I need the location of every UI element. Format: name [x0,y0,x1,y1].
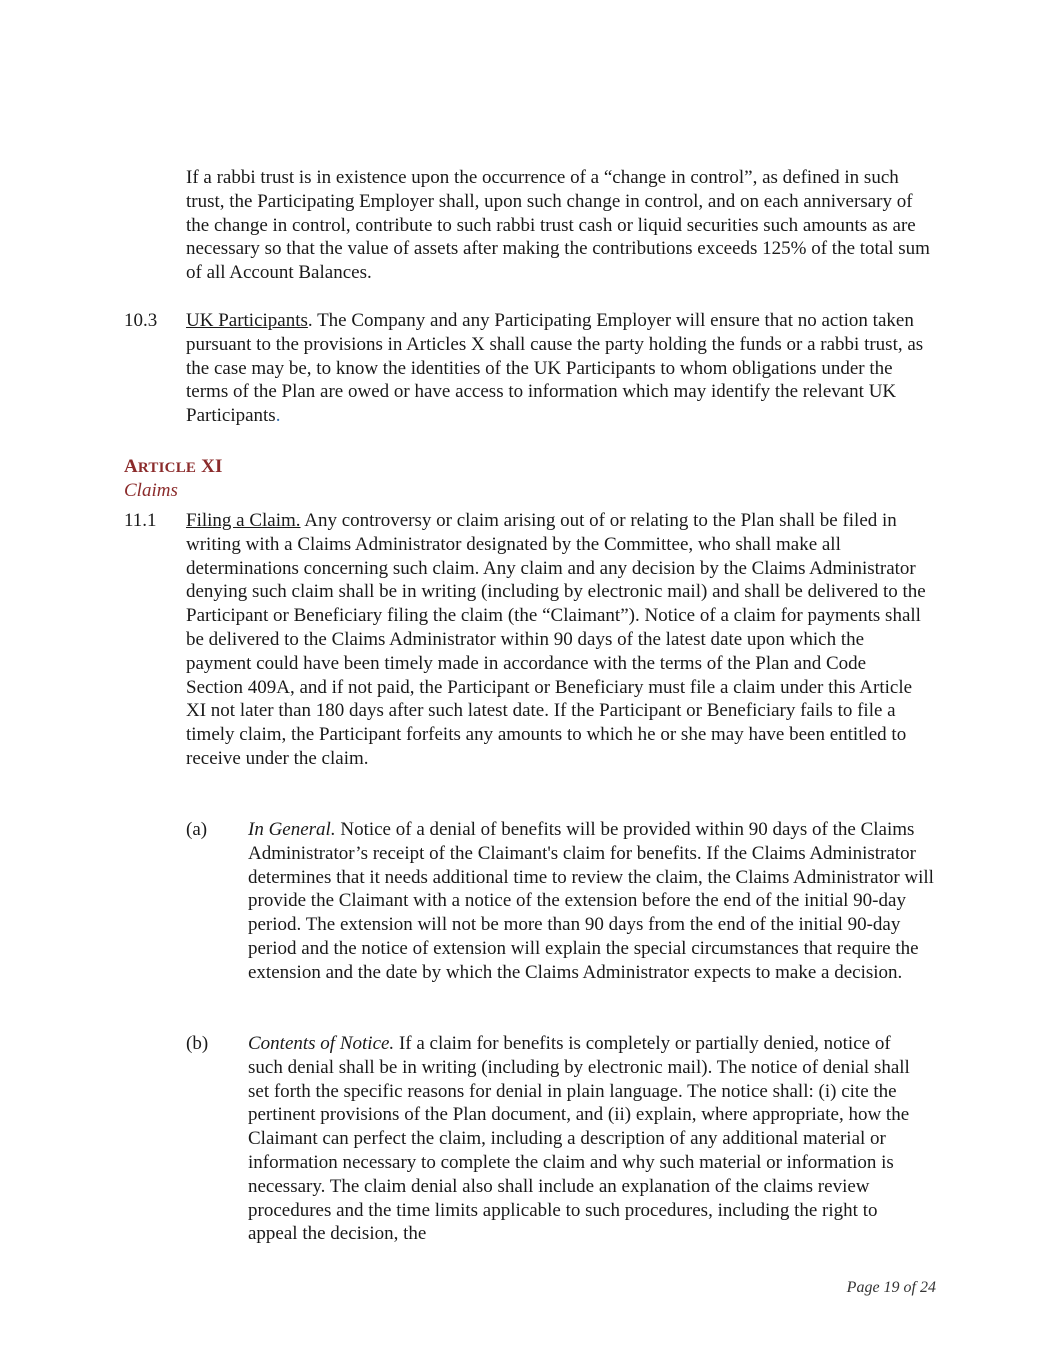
section-10-3-number: 10.3 [124,310,158,331]
section-10-2-continuation: If a rabbi trust is in existence upon the occurrence of a “change in control”, as defined in such trust, the Participating Employer shall, upon such change in control, and on each anniversary of the change in control, contribute to such rabbi trust cash or liquid securities such amounts as are necessary so that the value of assets after making the contributions exceeds 125% of the total sum of all Account Balances. [186,167,930,284]
section-11-1-body [186,509,926,771]
article-heading [124,455,223,481]
subsection-b-text: If a claim for benefits is completely or partially denied, notice of such denial shall be in writing (including by electronic mail). The notice of denial shall set forth the specific reasons for denial in plain language. The notice shall: (i) cite the pertinent provisions of the Plan document, and (ii) explain, where appropriate, how the Claimant can perfect the claim, including a description of any additional material or information necessary to complete the claim and why such material or information is necessary. The claim denial also shall include an explanation of the claims review procedures and the time limits applicable to such procedures, including the right to appeal the decision, the [248,1033,910,1245]
section-11-1-text: Any controversy or claim arising out of or relating to the Plan shall be filed in writing with a Claims Administrator designated by the Committee, who shall make all determinations concerning such claim. Any claim and any decision by the Claims Administrator denying such claim shall be in writing (including by electronic mail) and shall be delivered to the Participant or Beneficiary filing the claim (the “Claimant”). Notice of a claim for payments shall be delivered to the Claims Administrator within 90 days of the latest date upon which the payment could have been timely made in accordance with the terms of the Plan and Code Section 409A, and if not paid, the Participant or Beneficiary must file a claim under this Article XI not later than 180 days after such latest date. If the Participant or Beneficiary fails to file a timely claim, the Participant forfeits any amounts to which he or she may have been entitled to receive under the claim. [186,510,926,769]
section-10-3-body [186,309,931,428]
article-numeral: XI [201,456,223,477]
section-10-3-title: UK Participants [186,310,308,331]
subsection-a-title: In General. [248,819,336,840]
article-subtitle: Claims [124,480,178,501]
subsection-a-label: (a) [186,819,208,840]
section-11-1-number: 11.1 [124,510,157,531]
subsection-b-title: Contents of Notice. [248,1033,395,1054]
subsection-b-label: (b) [186,1033,209,1054]
subsection-a-text: Notice of a denial of benefits will be provided within 90 days of the Claims Administrator’s receipt of the Claimant's claim for benefits. If the Claims Administrator determines that it needs additional time to review the claim, the Claims Administrator will provide the Claimant with a notice of the extension before the end of the initial 90-day period. The extension will not be more than 90 days from the end of the initial 90-day period and the notice of extension will explain the special circumstances that require the extension and the date by which the Claims Administrator expects to make a decision. [248,819,934,983]
subsection-a-body [248,818,938,985]
article-label-first: A [124,456,138,477]
article-label-rest: RTICLE [137,460,197,476]
subsection-b-body [248,1032,928,1246]
section-11-1-title: Filing a Claim. [186,510,301,531]
section-10-3-end-dot: . [275,405,281,427]
page-number: Page 19 of 24 [846,1279,936,1296]
section-10-3-text: . The Company and any Participating Employer will ensure that no action taken pursuant to the provisions in Articles X shall cause the party holding the funds or a rabbi trust, as the case may be, to know the identities of the UK Participants to whom obligations under the terms of the Plan are owed or have access to information which may identify the relevant UK Participants [186,310,924,427]
